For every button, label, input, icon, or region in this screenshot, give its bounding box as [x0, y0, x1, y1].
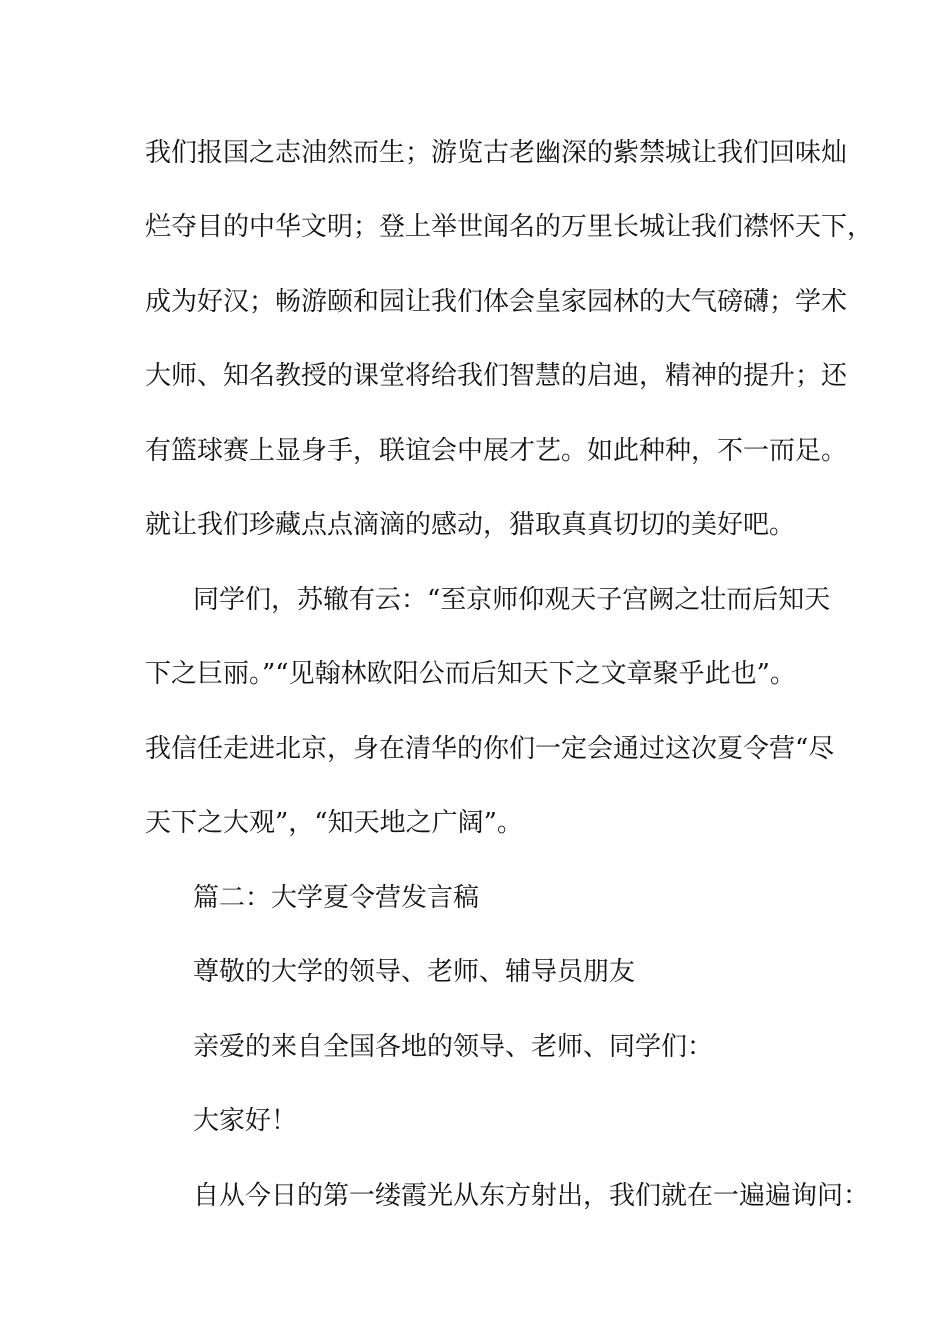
body-line-5: 有篮球赛上显身手，联谊会中展才艺。如此种种，不一而足。	[145, 436, 848, 466]
body-line-10: 天下之大观”，“知天地之广阔”。	[145, 808, 523, 838]
salutation-line-1: 尊敬的大学的领导、老师、辅导员朋友	[193, 957, 636, 987]
body-line-8: 下之巨丽。”“见翰林欧阳公而后知天下之文章聚乎此也”。	[145, 659, 796, 689]
salutation-line-2: 亲爱的来自全国各地的领导、老师、同学们：	[193, 1032, 714, 1062]
greeting-line: 大家好！	[193, 1106, 298, 1136]
section-heading: 篇二：大学夏令营发言稿	[193, 883, 480, 913]
body-line-4: 大师、知名教授的课堂将给我们智慧的启迪，精神的提升；还	[145, 361, 848, 391]
body-line-2: 烂夺目的中华文明；登上举世闻名的万里长城让我们襟怀天下，	[145, 212, 874, 242]
body-line-3: 成为好汉；畅游颐和园让我们体会皇家园林的大气磅礴；学术	[145, 287, 848, 317]
body-line-1: 我们报国之志油然而生；游览古老幽深的紫禁城让我们回味灿	[145, 138, 848, 168]
body-line-7: 同学们，苏辙有云：“至京师仰观天子宫阙之壮而后知天	[193, 585, 831, 615]
body-line-9: 我信任走进北京，身在清华的你们一定会通过这次夏令营“尽	[145, 734, 835, 764]
body-line-15: 自从今日的第一缕霞光从东方射出，我们就在一遍遍询问：	[193, 1181, 870, 1211]
body-line-6: 就让我们珍藏点点滴滴的感动，猎取真真切切的美好吧。	[145, 510, 796, 540]
